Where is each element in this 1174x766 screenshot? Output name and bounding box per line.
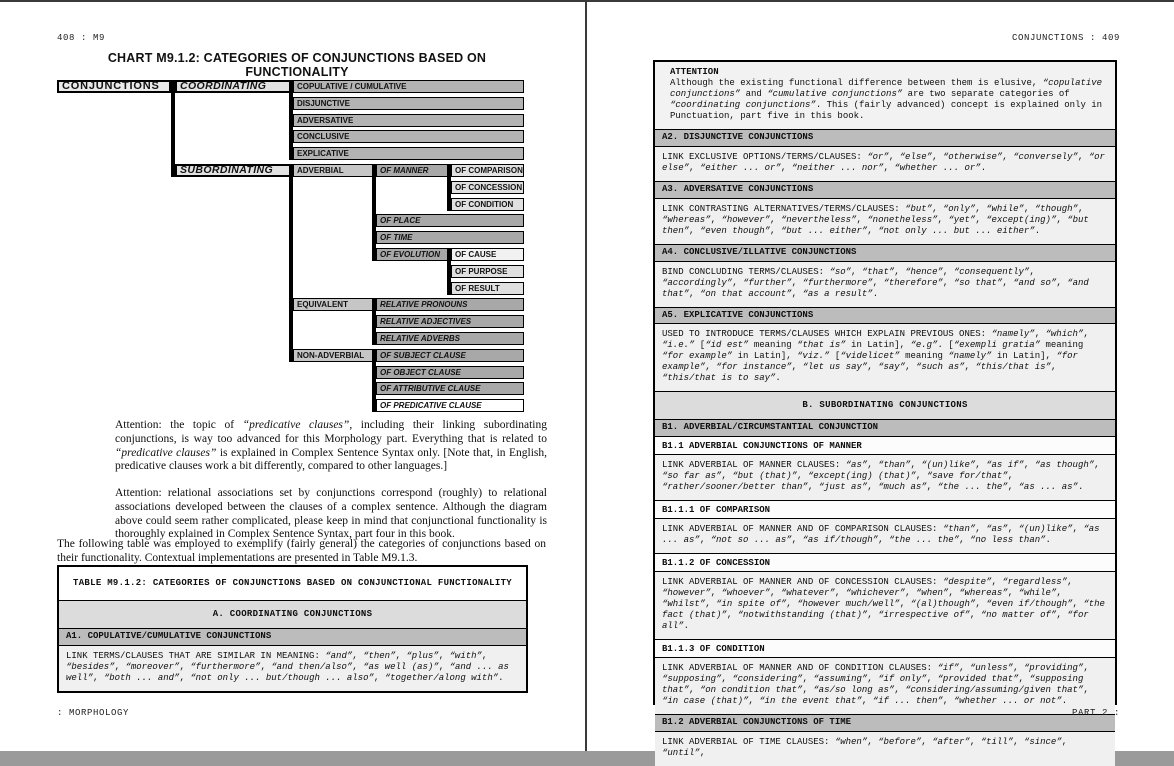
attention-heading: ATTENTION — [670, 67, 719, 77]
chart-node-subordinating: SUBORDINATING — [175, 164, 291, 177]
chart-node-of-subject-clause: OF SUBJECT CLAUSE — [376, 349, 524, 362]
chart-node-of-manner: OF MANNER — [376, 164, 448, 177]
table-row-header: A3. ADVERSATIVE CONJUNCTIONS — [655, 181, 1115, 198]
table-row-body: BIND CONCLUDING TERMS/CLAUSES: “so”, “that”, “hence”, “consequently”, “accordingly”, “further”, “furthermore”, “therefore”, “so that”, “and so”, “and that”, “on that account”, “as a result”. — [655, 261, 1115, 307]
attention-paragraph-predicative: Attention: the topic of “predicative clauses”, including their linking subordinating conjunctions, is way too advanced for this Morphology part. Everything that is related to “predicative clauses” is explained in Complex Sentence Syntax only. [Note that, in English, predicative clauses work a bit differently, compared to other languages.] — [115, 419, 548, 473]
top-edge-rule — [0, 0, 1174, 2]
table-row-body: LINK ADVERBIAL OF MANNER AND OF CONDITION CLAUSES: “if”, “unless”, “providing”, “supposing”, “considering”, “assuming”, “if only”, “provided that”, “supposing that”, “on condition that”, “as/so long as”, “considering/assuming/given that”, “in case (that)”, “in the event that”, “if ... then”, “whether ... or not”. — [655, 657, 1115, 714]
attention-text: Although the existing functional difference between them is elusive, “copulative conjunctions” and “cumulative conjunctions” are two separate categories of “coordinating conjunctions”. This (fairly advanced) concept is explained only in Punctuation, part five in this book. — [670, 77, 1103, 121]
chart-node-of-cause: OF CAUSE — [451, 248, 524, 261]
table-m912-left — [57, 565, 528, 693]
table-row-header: A4. CONCLUSIVE/ILLATIVE CONJUNCTIONS — [655, 244, 1115, 261]
chart-node-relative-pronouns: RELATIVE PRONOUNS — [376, 298, 524, 311]
table-row-header: A1. COPULATIVE/CUMULATIVE CONJUNCTIONS — [59, 628, 526, 645]
table-row-body: LINK ADVERBIAL OF TIME CLAUSES: “when”, “before”, “after”, “till”, “since”, “until”, — [655, 731, 1115, 766]
table-row-body: LINK ADVERBIAL OF MANNER CLAUSES: “as”, “than”, “(un)like”, “as if”, “as though”, “so far as”, “but (that)”, “except(ing) (that)”, “save for/that”, “rather/sooner/better than”, “just as”, “much as”, “the ... the”, “as ... as”. — [655, 454, 1115, 500]
table-row-subheader: B1.1.1 OF COMPARISON — [655, 500, 1115, 518]
table-row-section: A. COORDINATING CONJUNCTIONS — [59, 600, 526, 628]
table-row-title: TABLE M9.1.2: CATEGORIES OF CONJUNCTIONS BASED ON CONJUNCTIONAL FUNCTIONALITY — [59, 567, 526, 600]
left-page-header: 408 : M9 — [57, 33, 106, 43]
chart-connector-line — [289, 164, 293, 362]
table-row-body: LINK TERMS/CLAUSES THAT ARE SIMILAR IN MEANING: “and”, “then”, “plus”, “with”, “besides”, “moreover”, “furthermore”, “and then/also”, “as well (as)”, “and ... as well”, “both ... and”, “not only ... but/though ... also”, “together/along with”. — [59, 645, 526, 691]
chart-node-of-condition: OF CONDITION — [451, 198, 524, 211]
table-row-subheader: B1.1 ADVERBIAL CONJUNCTIONS OF MANNER — [655, 436, 1115, 454]
table-row-header: A5. EXPLICATIVE CONJUNCTIONS — [655, 307, 1115, 324]
table-row-header: A2. DISJUNCTIVE CONJUNCTIONS — [655, 129, 1115, 146]
table-row-subheader: B1.1.2 OF CONCESSION — [655, 553, 1115, 571]
table-row-section: B. SUBORDINATING CONJUNCTIONS — [655, 391, 1115, 419]
table-row-header: B1. ADVERBIAL/CIRCUMSTANTIAL CONJUNCTION — [655, 419, 1115, 436]
attention-paragraph-relational: Attention: relational associations set by conjunctions correspond (roughly) to relational associations developed between the clauses of a complex sentence. Although the diagram above could seem rather complicated, please keep in mind that conjunctional functionality is thoroughly explained in Complex Sentence Syntax, part four in this book. — [115, 487, 547, 541]
chart-node-explicative: EXPLICATIVE — [293, 147, 524, 160]
page-divider — [585, 0, 587, 751]
table-row-body: USED TO INTRODUCE TERMS/CLAUSES WHICH EXPLAIN PREVIOUS ONES: “namely”, “which”, “i.e.” [“id est” meaning “that is” in Latin], “e.g”. [“exempli gratia” meaning “for example” in Latin], “viz.” [“videlicet” meaning “namely” in Latin], “for example”, “for instance”, “let us say”, “say”, “such as”, “this/that is”, “this/that is to say”. — [655, 323, 1115, 391]
chart-node-adverbial: ADVERBIAL — [293, 164, 373, 177]
chart-node-disjunctive: DISJUNCTIVE — [293, 97, 524, 110]
chart-node-adversative: ADVERSATIVE — [293, 114, 524, 127]
chart-node-copulative-cumulative: COPULATIVE / CUMULATIVE — [293, 80, 524, 93]
chart-node-of-place: OF PLACE — [376, 214, 524, 227]
chart-node-of-purpose: OF PURPOSE — [451, 265, 524, 278]
chart-connector-line — [171, 80, 175, 177]
chart-node-of-evolution: OF EVOLUTION — [376, 248, 448, 261]
chart-node-conjunctions: CONJUNCTIONS — [57, 80, 171, 93]
chart-node-equivalent: EQUIVALENT — [293, 298, 373, 311]
table-row-body: LINK EXCLUSIVE OPTIONS/TERMS/CLAUSES: “or”, “else”, “otherwise”, “conversely”, “or else”, “either ... or”, “neither ... nor”, “whether ... or”. — [655, 146, 1115, 181]
chart-node-conclusive: CONCLUSIVE — [293, 130, 524, 143]
chart-title: CHART M9.1.2: CATEGORIES OF CONJUNCTIONS BASED ON FUNCTIONALITY — [107, 51, 487, 79]
table-row-attention — [655, 62, 1115, 129]
chart-node-of-attributive-clause: OF ATTRIBUTIVE CLAUSE — [376, 382, 524, 395]
table-intro-paragraph: The following table was employed to exemplify (fairly general) the categories of conjunctions based on their functionality. Contextual implementations are presented in Table M9.1.3. — [57, 538, 546, 564]
chart-node-of-concession: OF CONCESSION — [451, 181, 524, 194]
table-row-body: LINK ADVERBIAL OF MANNER AND OF COMPARISON CLAUSES: “than”, “as”, “(un)like”, “as ... as”, “not so ... as”, “as if/though”, “the ... the”, “no less than”. — [655, 518, 1115, 553]
table-row-body: LINK CONTRASTING ALTERNATIVES/TERMS/CLAUSES: “but”, “only”, “while”, “though”, “whereas”, “however”, “nevertheless”, “nonetheless”, “yet”, “except(ing)”, “but then”, “even though”, “but ... either”, “not only ... but ... either”. — [655, 198, 1115, 244]
chart-connector-line — [372, 164, 376, 261]
chart-node-of-time: OF TIME — [376, 231, 524, 244]
chart-node-of-result: OF RESULT — [451, 282, 524, 295]
chart-node-relative-adverbs: RELATIVE ADVERBS — [376, 332, 524, 345]
conjunctions-functionality-chart — [57, 80, 527, 414]
table-row-subheader: B1.1.3 OF CONDITION — [655, 639, 1115, 657]
chart-node-of-comparison: OF COMPARISON — [451, 164, 524, 177]
table-row-header: B1.2 ADVERBIAL CONJUNCTIONS OF TIME — [655, 714, 1115, 731]
left-page-footer: : MORPHOLOGY — [57, 708, 130, 718]
chart-node-of-predicative-clause: OF PREDICATIVE CLAUSE — [376, 399, 524, 412]
chart-node-relative-adjectives: RELATIVE ADJECTIVES — [376, 315, 524, 328]
right-page-header: CONJUNCTIONS : 409 — [1011, 33, 1120, 43]
chart-node-non-adverbial: NON-ADVERBIAL — [293, 349, 373, 362]
table-row-body: LINK ADVERBIAL OF MANNER AND OF CONCESSION CLAUSES: “despite”, “regardless”, “however”, “whoever”, “whatever”, “whichever”, “when”, “whereas”, “while”, “whilst”, “in spite of”, “however much/well”, “(al)though”, “even if/though”, “the fact (that)”, “notwithstanding (that)”, “irrespective of”, “no matter of”, “for all”. — [655, 571, 1115, 639]
right-page-footer: PART 2 : — [1071, 708, 1120, 718]
chart-node-coordinating: COORDINATING — [175, 80, 291, 93]
chart-node-of-object-clause: OF OBJECT CLAUSE — [376, 366, 524, 379]
